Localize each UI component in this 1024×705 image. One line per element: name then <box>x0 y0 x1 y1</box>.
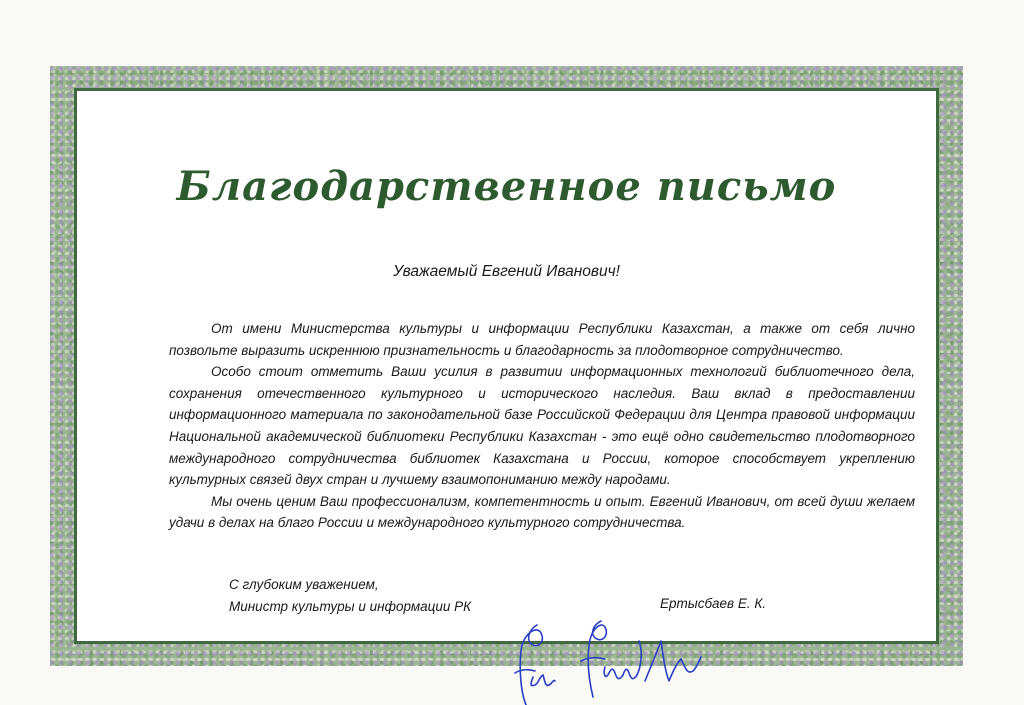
paragraph-2: Особо стоит отметить Ваши усилия в развитии информационных технологий библиотечного дела, сохранения отечественного культурного и исторического наследия. Ваш вклад в предоставлении информационного материала по законодательной базе Российской Федерации для Центра правовой информации Национальной академической библиотеки Республики Казахстан - это ещё одно свидетельство плодотворного международного сотрудничества библиотек Казахстана и России, которое способствует укреплению культурных связей двух стран и лучшему взаимопониманию между народами. <box>169 364 915 488</box>
letter-body-panel <box>74 88 939 644</box>
decorative-frame <box>50 66 963 666</box>
letter-body <box>169 318 915 534</box>
paragraph-1: От имени Министерства культуры и информации Республики Казахстан, а также от себя лично позвольте выразить искреннюю признательность и благодарность за плодотворное сотрудничество. <box>169 321 915 358</box>
salutation: Уважаемый Евгений Иванович! <box>393 263 620 280</box>
closing-regards: С глубоким уважением, <box>229 577 379 592</box>
minister-name: Ертысбаев Е. К. <box>660 596 767 611</box>
paragraph-3: Мы очень ценим Ваш профессионализм, компетентность и опыт. Евгений Иванович, от всей души желаем удачи в делах на благо России и международного культурного сотрудничества. <box>169 493 915 531</box>
handwritten-signature <box>509 611 709 705</box>
letter-title: Благодарственное письмо <box>176 163 837 210</box>
closing-block <box>229 574 471 618</box>
minister-title: Министр культуры и информации РК <box>229 599 472 614</box>
